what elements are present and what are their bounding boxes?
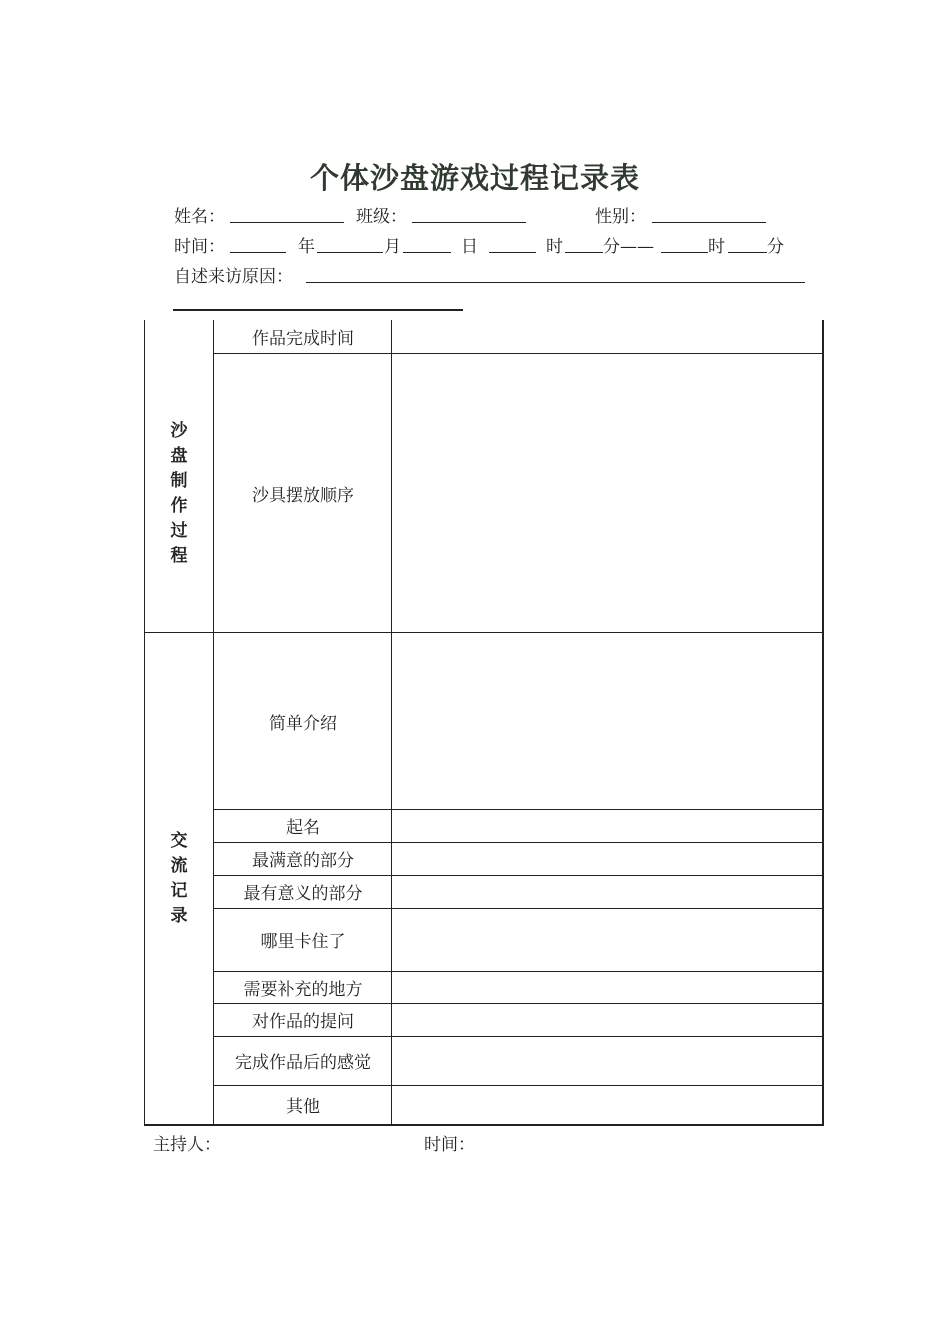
minute-dash-label: 分—— (603, 237, 654, 257)
gender-field[interactable] (652, 222, 766, 223)
class-label: 班级： (356, 207, 407, 227)
section-char: 程 (170, 546, 188, 566)
day-label: 日 (461, 237, 478, 257)
row-label-stuck-point: 哪里卡住了 (260, 932, 346, 952)
row-value-additions[interactable] (393, 972, 823, 1002)
hour-label: 时 (546, 237, 563, 257)
time-label: 时间： (174, 237, 225, 257)
section-char: 录 (170, 905, 188, 926)
end-minute-field[interactable] (728, 252, 767, 253)
row-label-most-satisfied: 最满意的部分 (252, 851, 354, 871)
host-label: 主持人： (153, 1135, 221, 1155)
section-char: 记 (170, 880, 188, 901)
section-char: 过 (170, 521, 188, 541)
row-value-placement-order[interactable] (393, 355, 823, 631)
section-char: 盘 (170, 446, 188, 466)
row-label-questions: 对作品的提问 (252, 1012, 354, 1032)
row-value-naming[interactable] (393, 810, 823, 841)
section-char: 交 (170, 830, 188, 851)
row-label-feelings: 完成作品后的感觉 (235, 1053, 371, 1073)
row-value-most-satisfied[interactable] (393, 843, 823, 874)
month-field[interactable] (317, 252, 383, 253)
section-char: 制 (170, 471, 188, 491)
section-char: 作 (170, 496, 188, 516)
section-char: 流 (170, 855, 188, 876)
row-value-brief-intro[interactable] (393, 634, 823, 808)
row-value-feelings[interactable] (393, 1037, 823, 1084)
row-value-most-meaningful[interactable] (393, 876, 823, 907)
row-value-completion-time[interactable] (393, 321, 823, 352)
row-value-other[interactable] (393, 1086, 823, 1123)
section-label-sandbox-process (144, 355, 214, 633)
gender-label: 性别： (595, 207, 646, 227)
row-value-stuck-point[interactable] (393, 909, 823, 970)
row-label-completion-time: 作品完成时间 (252, 329, 354, 349)
name-field[interactable] (230, 222, 344, 223)
reason-field-continuation[interactable] (173, 309, 463, 311)
name-label: 姓名： (174, 207, 225, 227)
end-minute-label: 分 (767, 237, 784, 257)
minute-field[interactable] (565, 252, 603, 253)
end-hour-field[interactable] (661, 252, 708, 253)
table-border-bottom (144, 1124, 824, 1126)
year-field[interactable] (230, 252, 286, 253)
row-label-placement-order: 沙具摆放顺序 (252, 485, 354, 506)
form-title: 个体沙盘游戏过程记录表 (309, 161, 640, 195)
footer-time-label: 时间： (424, 1135, 475, 1155)
hour-field[interactable] (489, 252, 536, 253)
day-field[interactable] (403, 252, 451, 253)
row-value-questions[interactable] (393, 1004, 823, 1035)
row-label-naming: 起名 (286, 818, 320, 838)
year-label: 年 (298, 237, 315, 257)
reason-field[interactable] (306, 282, 805, 283)
class-field[interactable] (412, 222, 526, 223)
row-label-brief-intro: 简单介绍 (269, 713, 337, 734)
section-label-communication-record (144, 633, 214, 1124)
section-char: 沙 (170, 421, 188, 441)
row-label-most-meaningful: 最有意义的部分 (243, 884, 363, 904)
reason-label: 自述来访原因： (174, 267, 293, 287)
record-table (144, 320, 824, 1126)
row-label-other: 其他 (286, 1097, 320, 1117)
row-label-additions: 需要补充的地方 (243, 979, 363, 1000)
month-label: 月 (384, 237, 401, 257)
end-hour-label: 时 (708, 237, 725, 257)
